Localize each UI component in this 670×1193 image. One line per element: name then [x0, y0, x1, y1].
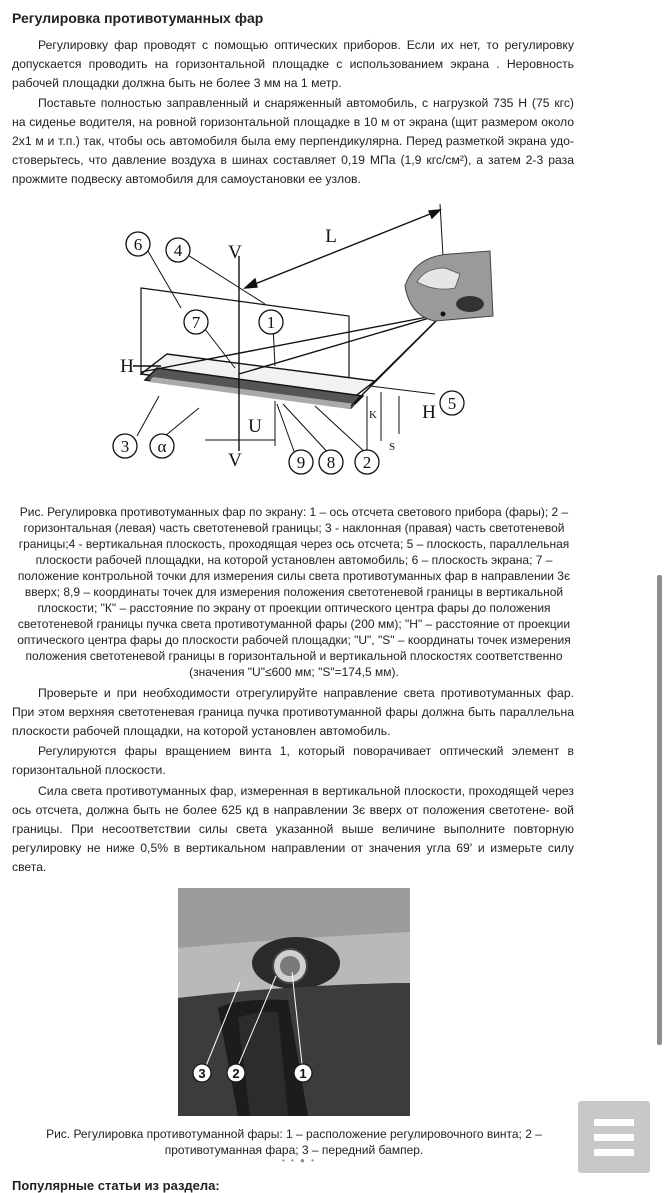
label-1: 1: [266, 313, 276, 332]
paragraph-3: Проверьте и при необходимости отрегулируйте направление света противотуманных фар. При этом верхняя светотеневая граница пучка противотуманной фары должна быть параллельна плоскости рабочей площадки, на которой установлен автомобиль.: [12, 686, 574, 738]
fog-light-photo: [178, 888, 410, 1116]
label-u: U: [248, 416, 262, 437]
label-v-bottom: V: [228, 450, 242, 471]
label-6: 6: [133, 235, 143, 254]
carousel-dots: • • ● •: [282, 1156, 316, 1165]
menu-icon-bar-1: [594, 1119, 634, 1126]
label-k: K: [369, 409, 377, 421]
menu-button[interactable]: [578, 1101, 650, 1173]
label-8: 8: [326, 453, 336, 472]
paragraph-5: Сила света противотуманных фар, измеренная в вертикальной плоскости, проходящей через ось отсчета, должна быть не более 625 кд в направлении 3є вверх от положения светотене- вой границы. При несоответствии силы света указанной выше величине выполните повторную регулировку не ниже 0,5% в вертикальном направлении от значения угла 69' и измерьте силу света.: [12, 784, 574, 874]
paragraph-4: Регулируются фары вращением винта 1, который поворачивает оптический элемент в горизонтальной плоскости.: [12, 744, 574, 777]
paragraph-1: Регулировку фар проводят с помощью оптических приборов. Если их нет, то регулировку допускается проводить на горизонтальной площадке с использованием экрана . Неровность рабочей площадки должна быть не более 3 мм на 1 метр.: [12, 38, 574, 90]
label-h-left: H: [120, 356, 134, 377]
label-l: L: [325, 226, 337, 247]
label-s: S: [388, 441, 396, 453]
figure2-caption: Рис. Регулировка противотуманной фары: 1 – расположение регулировочного винта; 2 – противотуманная фара; 3 – передний бампер.: [46, 1127, 542, 1157]
label-h-right: H: [422, 402, 436, 423]
photo-label-1: 1: [299, 1066, 307, 1081]
photo-label-3: 3: [198, 1066, 206, 1081]
car-illustration: [405, 251, 493, 321]
popular-articles-heading[interactable]: Популярные статьи из раздела:: [12, 1178, 220, 1193]
figure1-caption: Рис. Регулировка противотуманных фар по экрану: 1 – ось отсчета светового прибора (фары); 2 – горизонтальная (левая) часть светотеневой границы; 3 - наклонная (правая) часть светотеневой границы;4 - вертикальная плоскость, проходящая через ось отсчета; 5 – плоскость, параллельная плоскости рабочей площадки, на которой установлен автомобиль; 6 – плоскость экрана; 7 – положение контрольной точки для измерения силы света противотуманных фар в направлении 3є вверх; 8,9 – координаты точек для измерения положения светотеневой границы в вертикальной плоскости; "К" – расстояние по экрану от проекции оптического центра фары до положения светотеневой границы пучка света противотуманной фары (200 мм); "Н" – расстояние от проекции оптического центра фары до плоскости рабочей площадки; "U", "S" – координаты точек измерения положения светотеневой границы в горизонтальной и вертикальной плоскостях соответственно (значения "U"≤600 мм; "S"=174,5 мм).: [17, 505, 571, 679]
label-3: 3: [120, 437, 130, 456]
photo-label-2: 2: [232, 1066, 240, 1081]
menu-icon-bar-3: [594, 1149, 634, 1156]
label-2: 2: [362, 453, 372, 472]
fog-light-screen-diagram: [105, 196, 495, 486]
page-title: Регулировка противотуманных фар: [12, 10, 264, 26]
label-5: 5: [447, 394, 457, 413]
paragraph-2: Поставьте полностью заправленный и снаряженный автомобиль, с нагрузкой 735 Н (75 кгс) на сиденье водителя, на ровной горизонтальной площадке в 10 м от экрана (щит размером около 2х1 м и т.п.) так, чтобы ось автомобиля была ему перпендикулярна. Перед разметкой экрана удо- стоверьтесь, что давление воздуха в шинах составляет 0,19 МПа (1,9 кгс/см²), а затем 2-3 раза прожмите подвеску автомобиля для самоустановки ее узлов.: [12, 96, 574, 186]
label-alpha: α: [157, 437, 167, 456]
label-7: 7: [191, 313, 201, 332]
label-4: 4: [173, 241, 183, 260]
label-v-top: V: [228, 242, 242, 263]
label-9: 9: [296, 453, 306, 472]
scrollbar[interactable]: [657, 575, 662, 1045]
menu-icon-bar-2: [594, 1134, 634, 1141]
